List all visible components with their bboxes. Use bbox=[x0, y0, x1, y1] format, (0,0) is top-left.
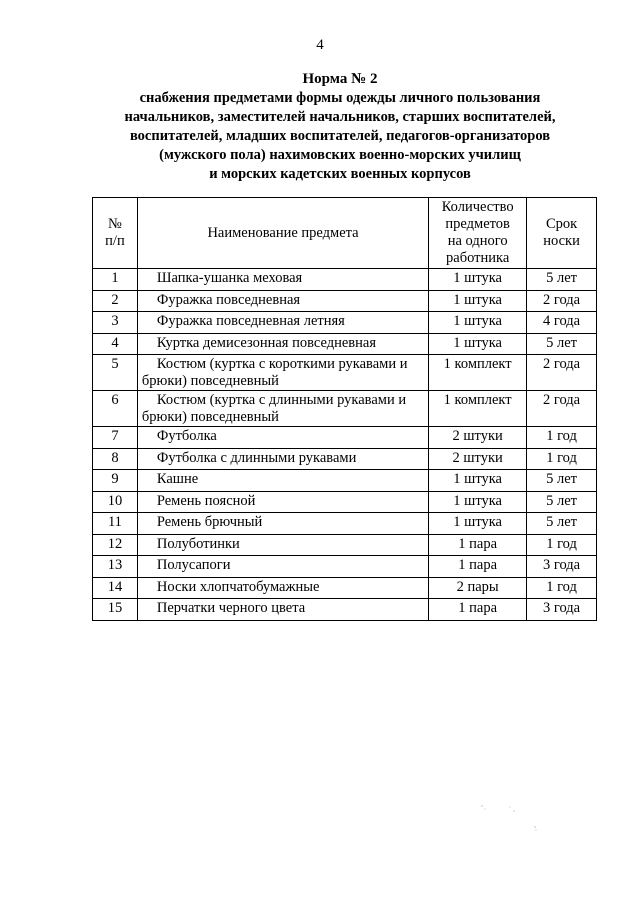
table-row bbox=[93, 599, 597, 621]
table-row bbox=[93, 355, 597, 391]
row-qty: 1 штука bbox=[429, 470, 527, 492]
row-name: Фуражка повседневная летняя bbox=[137, 312, 428, 334]
header-qty-line3: на одного bbox=[447, 233, 508, 249]
row-term: 1 год bbox=[527, 577, 597, 599]
row-term: 1 год bbox=[527, 427, 597, 449]
title-line-4: (мужского пола) нахимовских военно-морских училищ bbox=[159, 147, 521, 163]
row-qty: 1 пара bbox=[429, 534, 527, 556]
row-term: 1 год bbox=[527, 534, 597, 556]
row-qty: 1 комплект bbox=[429, 391, 527, 427]
row-name: Ремень поясной bbox=[137, 491, 428, 513]
row-term: 5 лет bbox=[527, 491, 597, 513]
table-row bbox=[93, 513, 597, 535]
header-num-line2: п/п bbox=[105, 233, 125, 249]
row-num: 2 bbox=[93, 290, 138, 312]
row-term: 5 лет bbox=[527, 513, 597, 535]
row-num: 8 bbox=[93, 448, 138, 470]
table-row bbox=[93, 391, 597, 427]
row-qty: 1 штука bbox=[429, 513, 527, 535]
table-row bbox=[93, 269, 597, 291]
header-term-line2: носки bbox=[543, 233, 580, 249]
row-term: 1 год bbox=[527, 448, 597, 470]
row-num: 10 bbox=[93, 491, 138, 513]
header-name-label: Наименование предмета bbox=[207, 224, 359, 241]
row-term: 3 года bbox=[527, 599, 597, 621]
row-name: Полусапоги bbox=[137, 556, 428, 578]
table-row bbox=[93, 491, 597, 513]
row-num: 6 bbox=[93, 391, 138, 427]
row-qty: 1 штука bbox=[429, 312, 527, 334]
row-name: Полуботинки bbox=[137, 534, 428, 556]
table-row bbox=[93, 333, 597, 355]
scan-specks bbox=[480, 800, 550, 840]
page-number: 4 bbox=[316, 37, 324, 53]
header-qty-line1: Количество bbox=[441, 199, 514, 215]
supply-norm-table bbox=[92, 197, 597, 621]
header-qty-line2: предметов bbox=[445, 216, 510, 232]
row-term: 5 лет bbox=[527, 269, 597, 291]
row-qty: 2 штуки bbox=[429, 427, 527, 449]
title-line-1: снабжения предметами формы одежды личного пользования bbox=[139, 90, 541, 106]
header-name bbox=[137, 198, 428, 269]
row-term: 2 года bbox=[527, 290, 597, 312]
row-name: Фуражка повседневная bbox=[137, 290, 428, 312]
table-row bbox=[93, 448, 597, 470]
row-name: Перчатки черного цвета bbox=[137, 599, 428, 621]
row-name: Куртка демисезонная повседневная bbox=[137, 333, 428, 355]
table-row bbox=[93, 577, 597, 599]
row-qty: 2 пары bbox=[429, 577, 527, 599]
row-num: 14 bbox=[93, 577, 138, 599]
document-title bbox=[60, 70, 620, 184]
table-row bbox=[93, 290, 597, 312]
row-name: Футболка bbox=[137, 427, 428, 449]
row-term: 2 года bbox=[527, 355, 597, 391]
row-qty: 1 штука bbox=[429, 333, 527, 355]
row-qty: 2 штуки bbox=[429, 448, 527, 470]
row-name: Шапка-ушанка меховая bbox=[137, 269, 428, 291]
row-term: 2 года bbox=[527, 391, 597, 427]
row-num: 9 bbox=[93, 470, 138, 492]
header-num bbox=[93, 198, 138, 269]
row-num: 12 bbox=[93, 534, 138, 556]
row-num: 13 bbox=[93, 556, 138, 578]
row-qty: 1 пара bbox=[429, 556, 527, 578]
header-qty-line4: работника bbox=[446, 250, 510, 266]
row-term: 5 лет bbox=[527, 470, 597, 492]
row-num: 3 bbox=[93, 312, 138, 334]
row-name: Кашне bbox=[137, 470, 428, 492]
row-name: Футболка с длинными рукавами bbox=[137, 448, 428, 470]
table-header-row bbox=[93, 198, 597, 269]
row-qty: 1 штука bbox=[429, 269, 527, 291]
title-line-2: начальников, заместителей начальников, старших воспитателей, bbox=[124, 109, 556, 125]
table-row bbox=[93, 534, 597, 556]
row-name: Костюм (куртка с длинными рукавами и брюки) повседневный bbox=[137, 391, 428, 427]
row-num: 11 bbox=[93, 513, 138, 535]
row-qty: 1 пара bbox=[429, 599, 527, 621]
table-row bbox=[93, 470, 597, 492]
header-qty bbox=[429, 198, 527, 269]
row-qty: 1 штука bbox=[429, 491, 527, 513]
row-name: Носки хлопчатобумажные bbox=[137, 577, 428, 599]
title-line-5: и морских кадетских военных корпусов bbox=[209, 166, 471, 182]
table-row bbox=[93, 312, 597, 334]
row-num: 5 bbox=[93, 355, 138, 391]
table-row bbox=[93, 427, 597, 449]
row-num: 7 bbox=[93, 427, 138, 449]
row-num: 15 bbox=[93, 599, 138, 621]
table-row bbox=[93, 556, 597, 578]
title-heading: Норма № 2 bbox=[302, 71, 378, 87]
row-num: 1 bbox=[93, 269, 138, 291]
title-line-3: воспитателей, младших воспитателей, педагогов-организаторов bbox=[129, 128, 551, 144]
row-term: 3 года bbox=[527, 556, 597, 578]
header-num-line1: № bbox=[108, 216, 122, 232]
row-term: 4 года bbox=[527, 312, 597, 334]
row-num: 4 bbox=[93, 333, 138, 355]
row-term: 5 лет bbox=[527, 333, 597, 355]
row-name: Костюм (куртка с короткими рукавами и брюки) повседневный bbox=[137, 355, 428, 391]
row-name: Ремень брючный bbox=[137, 513, 428, 535]
header-term-line1: Срок bbox=[545, 216, 578, 232]
row-qty: 1 штука bbox=[429, 290, 527, 312]
header-term bbox=[527, 198, 597, 269]
row-qty: 1 комплект bbox=[429, 355, 527, 391]
